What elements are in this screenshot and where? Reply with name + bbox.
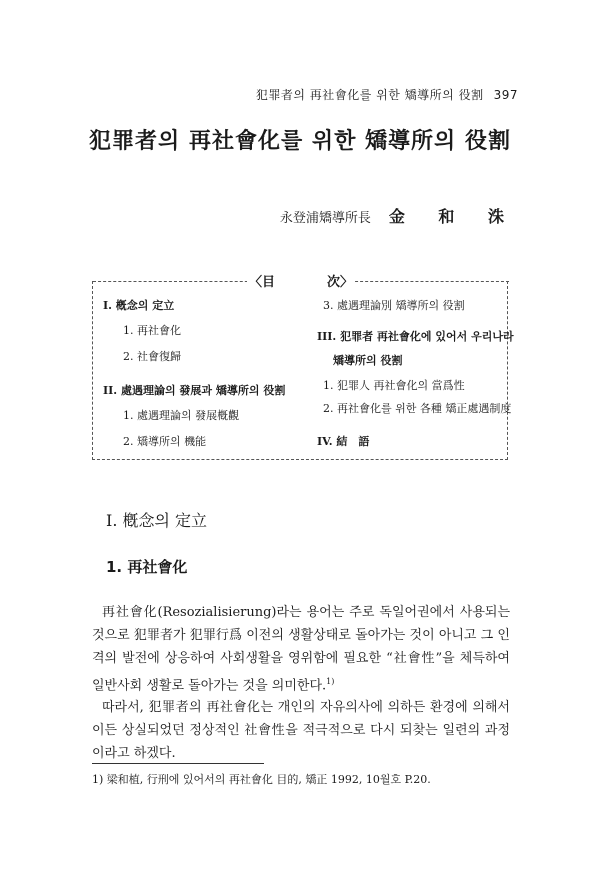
footnote-marker: 1) — [326, 677, 335, 686]
running-head-title: 犯罪者의 再社會化를 위한 矯導所의 役割 — [255, 88, 484, 102]
section-heading: I. 槪念의 定立 — [106, 511, 208, 530]
body-paragraph-1 — [92, 601, 510, 697]
toc-item: 1. 犯罪人 再社會化의 當爲性 — [323, 379, 465, 392]
toc-title: 〈目 次〉 — [248, 275, 353, 290]
toc-item: II. 處遇理論의 發展과 矯導所의 役割 — [103, 384, 286, 397]
toc-item: IV. 結 語 — [317, 435, 370, 448]
toc-item: 3. 處遇理論別 矯導所의 役割 — [323, 299, 465, 312]
toc-item: 1. 處遇理論의 發展槪觀 — [123, 409, 240, 422]
author-affiliation: 永登浦矯導所長 — [279, 211, 371, 226]
subsection-heading: 1. 再社會化 — [106, 558, 188, 576]
article-title: 犯罪者의 再社會化를 위한 矯導所의 役割 — [89, 128, 511, 154]
footnote: 1) 梁和植, 行刑에 있어서의 再社會化 目的, 矯正 1992, 10월호 P.20. — [92, 773, 431, 786]
table-of-contents — [92, 275, 514, 460]
toc-item: 矯導所의 役割 — [333, 354, 403, 367]
footnote-rule — [92, 763, 264, 764]
paragraph-text: 再社會化(Resozialisierung)라는 용어는 주로 독일어권에서 사용되는 것으로 犯罪者가 犯罪行爲 이전의 생활상태로 돌아가는 것이 아니고 그 인격의 발전에 상응하여 사회생활을 영위함에 필요한 “社會性”을 체득하여 일반사회 생활로 돌아가는 것을 의미한다. — [92, 605, 510, 694]
page-number: 397 — [493, 88, 518, 102]
author-line — [280, 204, 518, 227]
toc-item: 1. 再社會化 — [123, 324, 181, 337]
toc-item: 2. 矯導所의 機能 — [123, 435, 207, 448]
running-head — [256, 86, 518, 103]
toc-item: I. 槪念의 定立 — [103, 299, 175, 312]
toc-item: 2. 社會復歸 — [123, 350, 181, 363]
body-paragraph-2: 따라서, 犯罪者의 再社會化는 개인의 자유의사에 의하든 환경에 의해서이든 상실되었던 정상적인 社會性을 적극적으로 다시 되찾는 일련의 과정이라고 하겠다. — [92, 700, 510, 761]
author-name: 金 和 洙 — [388, 207, 518, 226]
toc-item: III. 犯罪者 再社會化에 있어서 우리나라 — [317, 330, 514, 343]
toc-item: 2. 再社會化를 위한 各種 矯正處遇制度 — [323, 402, 512, 415]
